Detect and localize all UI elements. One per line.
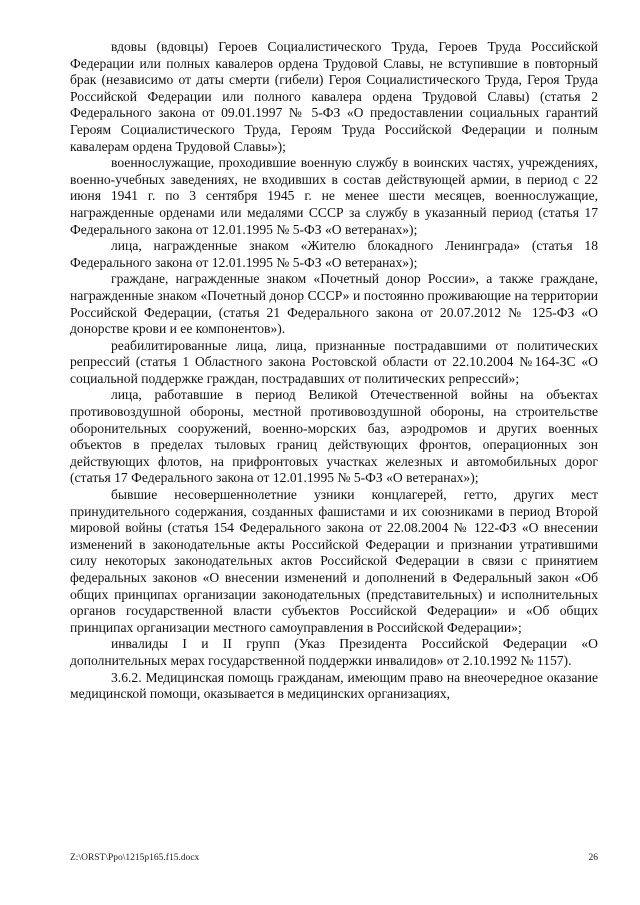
paragraph-disabled-persons: инвалиды I и II групп (Указ Президента Российской Федерации «О дополнительных мерах государственной поддержки инвалидов» от 2.10.1992 № 1157).: [70, 636, 598, 668]
paragraph-air-defense-workers: лица, работавшие в период Великой Отечественной войны на объектах противовоздушной обороны, местной противовоздушной обороны, на строительстве оборонительных сооружений, военно-морских баз, аэродромов и других военных объектов в пределах тыловых границ действующих фронтов, операционных зон действующих флотов, на прифронтовых участках железных и автомобильных дорог (статья 17 Федерального закона от 12.01.1995 № 5-ФЗ «О ветеранах»);: [70, 387, 598, 486]
page-footer: [70, 853, 598, 863]
paragraph-leningrad-blockade: лица, награжденные знаком «Жителю блокадного Ленинграда» (статья 18 Федерального закона от 12.01.1995 № 5-ФЗ «О ветеранах»);: [70, 238, 598, 270]
paragraph-former-prisoners: бывшие несовершеннолетние узники концлагерей, гетто, других мест принудительного содержания, созданных фашистами и их союзниками в период Второй мировой войны (статья 154 Федерального закона от 22.08.2004 № 122-ФЗ «О внесении изменений в законодательные акты Российской Федерации и признании утратившими силу некоторых законодательных актов Российской Федерации в связи с принятием федеральных законов «О внесении изменений и дополнений в Федеральный закон «Об общих принципах организации законодательных (представительных) и исполнительных органов государственной власти субъектов Российской Федерации» и «Об общих принципах организации местного самоуправления в Российской Федерации»;: [70, 487, 598, 635]
paragraph-rehabilitated-persons: реабилитированные лица, лица, признанные пострадавшими от политических репрессий (статья 1 Областного закона Ростовской области от 22.10.2004 №164-ЗС «О социальной поддержке граждан, пострадавших от политических репрессий»;: [70, 337, 598, 386]
paragraph-honorary-donors: граждане, награжденные знаком «Почетный донор России», а также граждане, награжденные знаком «Почетный донор СССР» и постоянно проживающие на территории Российской Федерации, (статья 21 Федерального закона от 20.07.2012 № 125-ФЗ «О донорстве крови и ее компонентов»).: [70, 271, 598, 337]
paragraph-widows-of-heroes: вдовы (вдовцы) Героев Социалистического Труда, Героев Труда Российской Федерации или полных кавалеров ордена Трудовой Славы, не вступившие в повторный брак (независимо от даты смерти (гибели) Героя Социалистического Труда, Героя Труда Российской Федерации или полного кавалера ордена Трудовой Славы) (статья 2 Федерального закона от 09.01.1997 № 5-ФЗ «О предоставлении социальных гарантий Героям Социалистического Труда, Героям Труда Российской Федерации и полным кавалерам ордена Трудовой Славы»);: [70, 39, 598, 154]
page-body: [70, 39, 598, 703]
page-number: 26: [588, 853, 598, 863]
paragraph-military-servicemen: военнослужащие, проходившие военную службу в воинских частях, учреждениях, военно-учебных заведениях, не входивших в состав действующей армии, в период с 22 июня 1941 г. по 3 сентября 1945 г. не менее шести месяцев, военнослужащие, награжденные орденами или медалями СССР за службу в указанный период (статья 17 Федерального закона от 12.01.1995 № 5-ФЗ «О ветеранах»);: [70, 155, 598, 237]
paragraph-section-3-6-2: 3.6.2. Медицинская помощь гражданам, имеющим право на внеочередное оказание медицинской помощи, оказывается в медицинских организациях,: [70, 669, 598, 702]
footer-file-path: Z:\ORST\Ppo\1215p165.f15.docx: [70, 853, 200, 863]
